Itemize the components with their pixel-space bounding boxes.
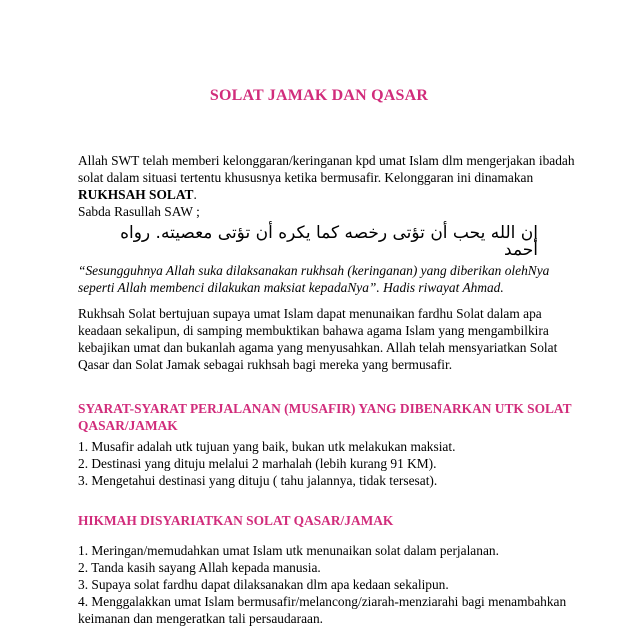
translation-line-1: “Sesungguhnya Allah suka dilaksanakan rukhsah (keringanan) yang diberikan olehNya — [78, 263, 550, 278]
term-period: . — [193, 187, 197, 202]
hikmah-heading: HIKMAH DISYARIATKAN SOLAT QASAR/JAMAK — [78, 513, 394, 528]
purpose-paragraph — [78, 305, 578, 373]
hadith-translation — [78, 262, 578, 296]
purpose-line-4: Qasar dan Solat Jamak sebagai rukhsah bagi mereka yang bermusafir. — [78, 357, 453, 372]
rukhsah-term: RUKHSAH SOLAT — [78, 187, 194, 202]
intro-line-1: Allah SWT telah memberi kelonggaran/keringanan kpd umat Islam dlm mengerjakan ibadah — [78, 153, 575, 168]
intro-line-3 — [78, 186, 578, 203]
sabda-line: Sabda Rasullah SAW ; — [78, 204, 200, 219]
purpose-line-3: kebajikan umat dan bukanlah agama yang menyusahkan. Allah telah mensyariatkan Solat — [78, 340, 558, 355]
purpose-line-2: keadaan sekalipun, di samping membuktikan bahawa agama Islam yang mengambilkira — [78, 323, 549, 338]
purpose-line-1: Rukhsah Solat bertujuan supaya umat Islam dapat menunaikan fardhu Solat dalam apa — [78, 306, 542, 321]
syarat-heading-line-2: QASAR/JAMAK — [78, 418, 178, 433]
list-item: 1. Meringan/memudahkan umat Islam utk menunaikan solat dalam perjalanan. — [78, 543, 499, 558]
list-item: 3. Supaya solat fardhu dapat dilaksanakan dlm apa kedaan sekalipun. — [78, 577, 449, 592]
list-item: 2. Destinasi yang dituju melalui 2 marhalah (lebih kurang 91 KM). — [78, 456, 437, 471]
page-title: SOLAT JAMAK DAN QASAR — [209, 87, 429, 104]
hikmah-list — [78, 542, 578, 627]
list-item: 4. Menggalakkan umat Islam bermusafir/melancong/ziarah-menziarahi bagi menambahkan — [78, 594, 567, 609]
list-item: 3. Mengetahui destinasi yang dituju ( tahu jalannya, tidak tersesat). — [78, 473, 438, 488]
list-item: keimanan dan mengeratkan tali persaudaraan. — [78, 611, 324, 626]
translation-line-2: seperti Allah membenci dilakukan maksiat kepadaNya”. Hadis riwayat Ahmad. — [78, 280, 504, 295]
list-item: 2. Tanda kasih sayang Allah kepada manusia. — [78, 560, 321, 575]
syarat-list — [78, 438, 578, 489]
intro-paragraph — [78, 152, 578, 203]
list-item: 1. Musafir adalah utk tujuan yang baik, bukan utk melakukan maksiat. — [78, 439, 456, 454]
syarat-heading — [78, 400, 578, 434]
syarat-heading-line-1: SYARAT-SYARAT PERJALANAN (MUSAFIR) YANG DIBENARKAN UTK SOLAT — [78, 401, 572, 416]
intro-line-2: solat dalam situasi tertentu khususnya ketika bermusafir. Kelonggaran ini dinamakan — [78, 170, 534, 185]
arabic-hadith: إن الله يحب أن تؤتى رخصه كما يكره أن تؤتى معصيته. رواه أحمد — [120, 223, 538, 260]
